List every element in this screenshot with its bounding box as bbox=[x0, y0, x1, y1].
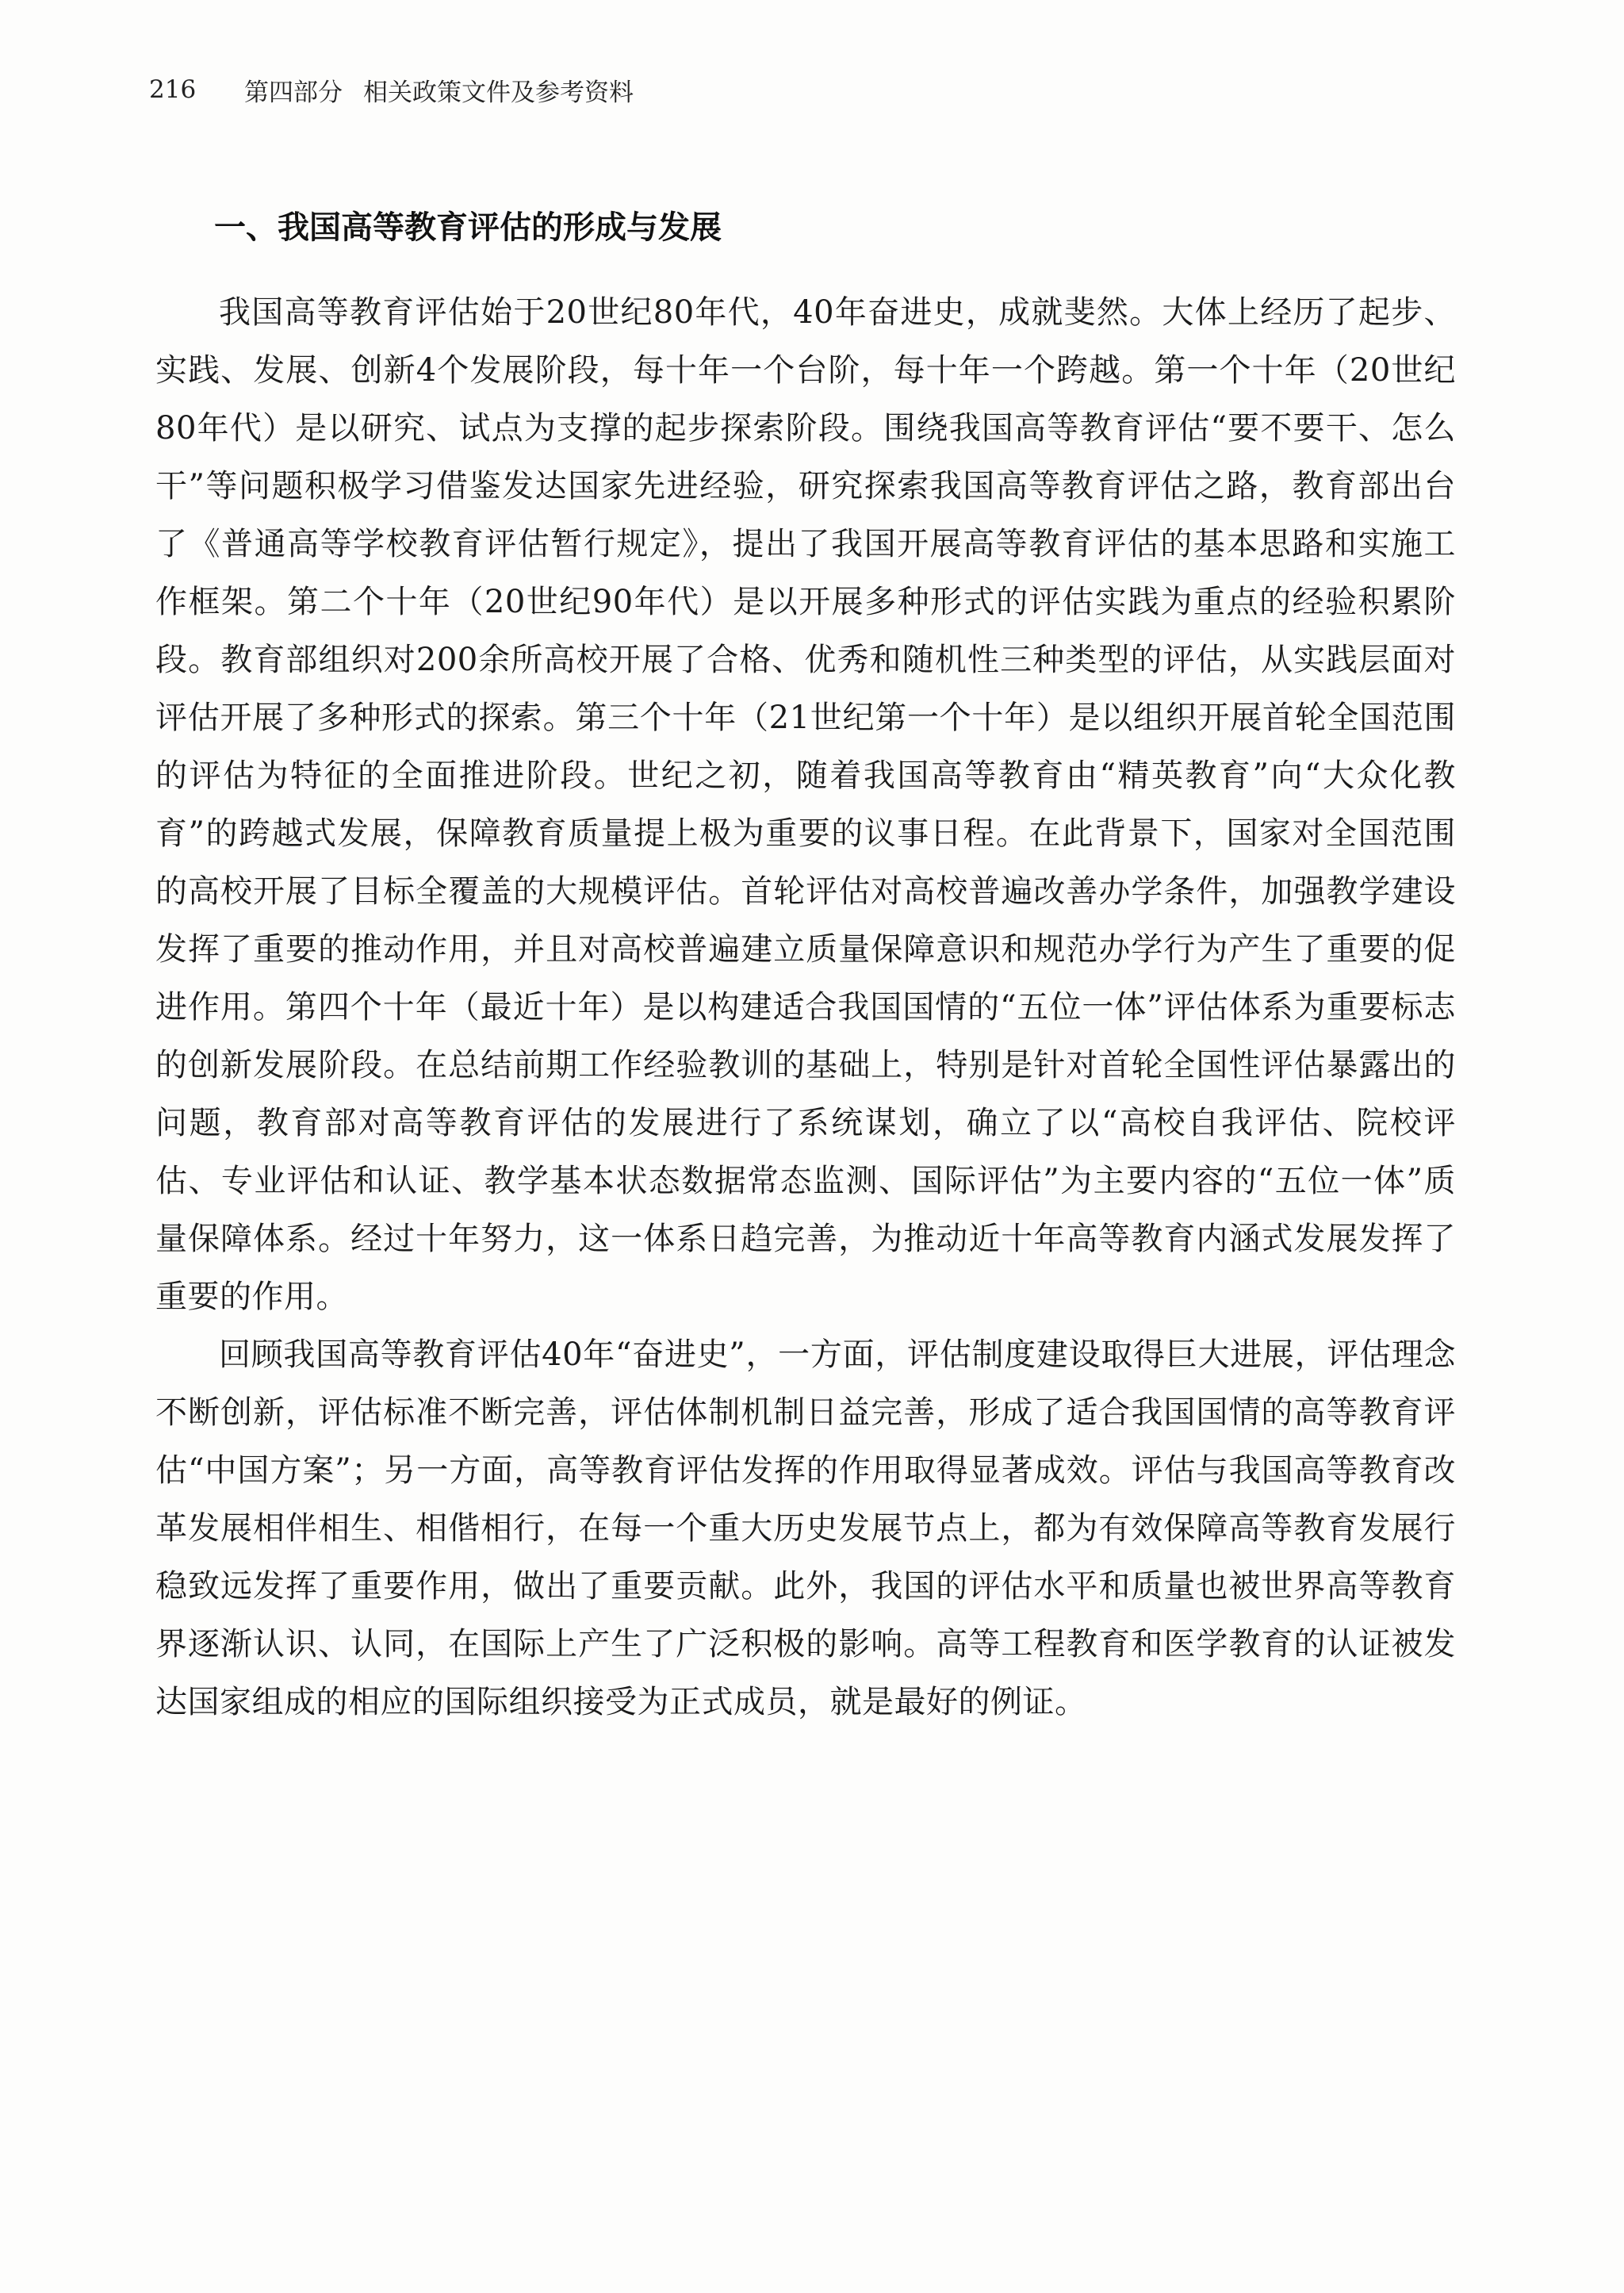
paragraph: 我国高等教育评估始于20世纪80年代，40年奋进史，成就斐然。大体上经历了起步、实践、发展、创新4个发展阶段，每十年一个台阶，每十年一个跨越。第一个十年（20世纪80年代）是以研究、试点为支撑的起步探索阶段。围绕我国高等教育评估“要不要干、怎么干”等问题积极学习借鉴发达国家先进经验，研究探索我国高等教育评估之路，教育部出台了《普通高等学校教育评估暂行规定》，提出了我国开展高等教育评估的基本思路和实施工作框架。第二个十年（20世纪90年代）是以开展多种形式的评估实践为重点的经验积累阶段。教育部组织对200余所高校开展了合格、优秀和随机性三种类型的评估，从实践层面对评估开展了多种形式的探索。第三个十年（21世纪第一个十年）是以组织开展首轮全国范围的评估为特征的全面推进阶段。世纪之初，随着我国高等教育由“精英教育”向“大众化教育”的跨越式发展，保障教育质量提上极为重要的议事日程。在此背景下，国家对全国范围的高校开展了目标全覆盖的大规模评估。首轮评估对高校普遍改善办学条件，加强教学建设发挥了重要的推动作用，并且对高校普遍建立质量保障意识和规范办学行为产生了重要的促进作用。第四个十年（最近十年）是以构建适合我国国情的“五位一体”评估体系为重要标志的创新发展阶段。在总结前期工作经验教训的基础上，特别是针对首轮全国性评估暴露出的问题，教育部对高等教育评估的发展进行了系统谋划，确立了以“高校自我评估、院校评估、专业评估和认证、教学基本状态数据常态监测、国际评估”为主要内容的“五位一体”质量保障体系。经过十年努力，这一体系日趋完善，为推动近十年高等教育内涵式发展发挥了重要的作用。 bbox=[155, 294, 1456, 1315]
page-number: 216 bbox=[149, 75, 197, 104]
body-text bbox=[155, 284, 1456, 1731]
section-heading: 一、我国高等教育评估的形成与发展 bbox=[214, 209, 722, 246]
chapter-title: 相关政策文件及参考资料 bbox=[363, 78, 634, 107]
running-head bbox=[149, 70, 634, 109]
part-label: 第四部分 bbox=[244, 78, 343, 107]
paragraph: 回顾我国高等教育评估40年“奋进史”，一方面，评估制度建设取得巨大进展，评估理念不断创新，评估标准不断完善，评估体制机制日益完善，形成了适合我国国情的高等教育评估“中国方案”；另一方面，高等教育评估发挥的作用取得显著成效。评估与我国高等教育改革发展相伴相生、相偕相行，在每一个重大历史发展节点上，都为有效保障高等教育发展行稳致远发挥了重要作用，做出了重要贡献。此外，我国的评估水平和质量也被世界高等教育界逐渐认识、认同，在国际上产生了广泛积极的影响。高等工程教育和医学教育的认证被发达国家组成的相应的国际组织接受为正式成员，就是最好的例证。 bbox=[155, 1336, 1456, 1720]
